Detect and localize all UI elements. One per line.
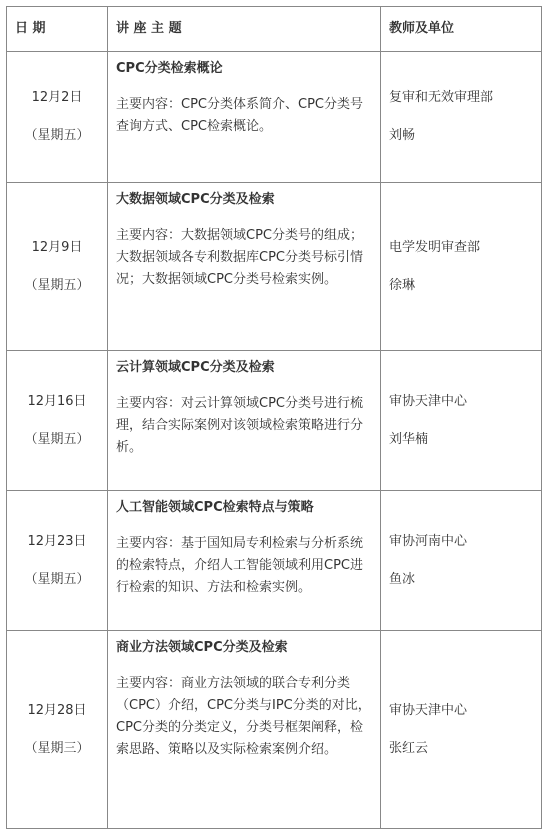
header-teacher: 教师及单位 <box>381 7 542 52</box>
teacher-name: 刘畅 <box>389 128 416 143</box>
date-cell <box>7 183 108 351</box>
teacher-cell <box>381 491 542 631</box>
lecture-weekday: （星期五） <box>24 431 90 447</box>
teacher-name: 张红云 <box>389 740 429 756</box>
teacher-cell <box>381 351 542 491</box>
teacher-name: 鱼冰 <box>389 571 416 587</box>
lecture-content: 主要内容：大数据领域CPC分类号的组成；大数据领域各专利数据库CPC分类号标引情况；大数据领域CPC分类号检索实例。 <box>116 228 363 287</box>
lecture-title: CPC分类检索概论 <box>116 61 223 76</box>
lecture-content: 主要内容：对云计算领域CPC分类号进行梳理，结合实际案例对该领域检索策略进行分析。 <box>116 396 364 455</box>
date-cell <box>7 631 108 829</box>
teacher-name: 徐琳 <box>389 277 416 293</box>
lecture-schedule-table <box>6 6 542 829</box>
lecture-date: 12月9日 <box>31 239 83 255</box>
lecture-content: 主要内容：商业方法领域的联合专利分类（CPC）介绍，CPC分类与IPC分类的对比，CPC分类的分类定义，分类号框架阐释，检索思路、策略以及实际检索案例介绍。 <box>116 676 371 757</box>
topic-cell <box>108 183 381 351</box>
header-date: 日 期 <box>7 7 108 52</box>
table-row <box>7 351 542 491</box>
header-topic: 讲 座 主 题 <box>108 7 381 52</box>
table-row <box>7 631 542 829</box>
lecture-weekday: （星期五） <box>24 571 90 587</box>
date-cell <box>7 52 108 183</box>
topic-cell <box>108 52 381 183</box>
date-cell <box>7 491 108 631</box>
lecture-date: 12月2日 <box>31 90 83 105</box>
lecture-content: 主要内容：CPC分类体系简介、CPC分类号查询方式、CPC检索概论。 <box>116 97 363 134</box>
teacher-cell <box>381 631 542 829</box>
teacher-unit: 复审和无效审理部 <box>389 90 494 105</box>
teacher-unit: 审协河南中心 <box>389 533 468 549</box>
teacher-unit: 电学发明审查部 <box>389 239 481 255</box>
lecture-weekday: （星期五） <box>24 128 90 143</box>
teacher-name: 刘华楠 <box>389 431 429 447</box>
lecture-title: 商业方法领域CPC分类及检索 <box>116 640 288 655</box>
teacher-unit: 审协天津中心 <box>389 702 468 718</box>
lecture-title: 云计算领域CPC分类及检索 <box>116 360 275 375</box>
teacher-cell <box>381 183 542 351</box>
table-row <box>7 52 542 183</box>
topic-cell <box>108 351 381 491</box>
lecture-weekday: （星期三） <box>24 740 90 756</box>
topic-cell <box>108 491 381 631</box>
lecture-weekday: （星期五） <box>24 277 90 293</box>
teacher-unit: 审协天津中心 <box>389 393 468 409</box>
date-cell <box>7 351 108 491</box>
lecture-date: 12月16日 <box>27 393 87 409</box>
table-row <box>7 491 542 631</box>
topic-cell <box>108 631 381 829</box>
lecture-title: 大数据领域CPC分类及检索 <box>116 192 275 207</box>
table-row <box>7 183 542 351</box>
lecture-date: 12月23日 <box>27 533 87 549</box>
lecture-title: 人工智能领域CPC检索特点与策略 <box>116 500 314 515</box>
header-row <box>7 7 542 52</box>
lecture-content: 主要内容：基于国知局专利检索与分析系统的检索特点，介绍人工智能领域利用CPC进行检索的知识、方法和检索实例。 <box>116 536 364 595</box>
teacher-cell <box>381 52 542 183</box>
lecture-date: 12月28日 <box>27 702 87 718</box>
